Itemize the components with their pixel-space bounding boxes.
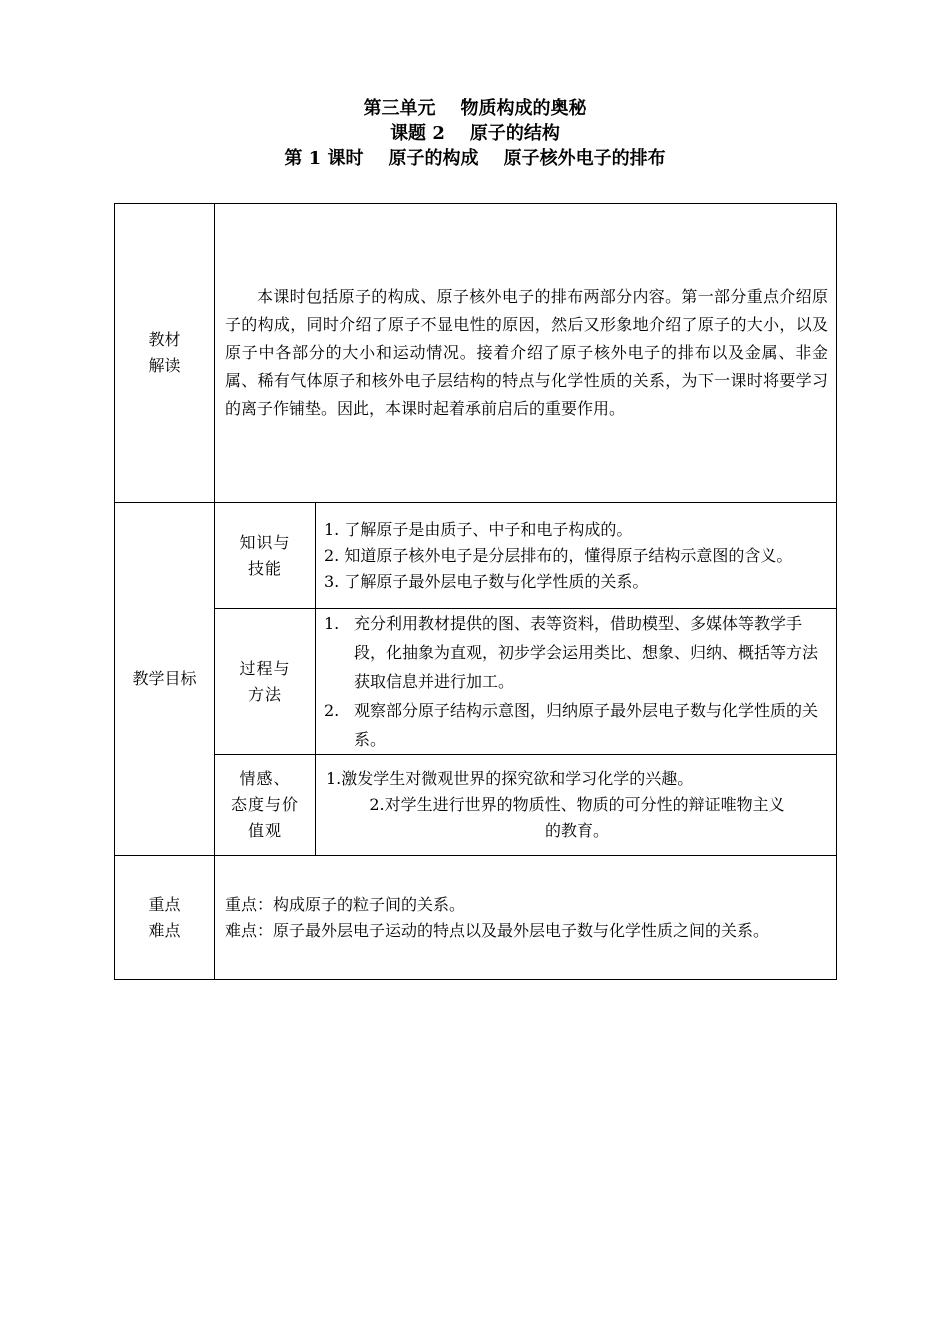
table-row-attitude [115, 755, 837, 856]
process-item-2-text: 观察部分原子结构示意图，归纳原子最外层电子数与化学性质的关系。 [354, 701, 819, 749]
knowledge-item-1: 1. 了解原子是由质子、中子和电子构成的。 [324, 519, 633, 539]
knowledge-item-3: 3. 了解原子最外层电子数与化学性质的关系。 [324, 571, 649, 591]
unit-title: 第三单元 物质构成的奥秘 [363, 98, 587, 119]
textbook-content: 本课时包括原子的构成、原子核外电子的排布两部分内容。第一部分重点介绍原子的构成，同时介绍了原子不显电性的原因，然后又形象地介绍了原子的大小，以及原子中各部分的大小和运动情况。接着介绍了原子核外电子的排布以及金属、非金属、稀有气体原子和核外电子层结构的特点与化学性质的关系，为下一课时将要学习的离子作铺垫。因此，本课时起着承前启后的重要作用。 [225, 287, 829, 418]
process-label-cell [215, 609, 316, 755]
attitude-content-cell [316, 755, 837, 856]
process-label-line2: 方法 [247, 684, 282, 704]
key-points-label-line1: 重点 [148, 894, 181, 914]
process-content-cell [316, 609, 837, 755]
attitude-item-2-line2: 的教育。 [545, 821, 610, 840]
knowledge-item-2: 2. 知道原子核外电子是分层排布的，懂得原子结构示意图的含义。 [324, 545, 793, 565]
textbook-label-line2: 解读 [148, 356, 181, 375]
table-row-knowledge [115, 503, 837, 609]
objectives-label: 教学目标 [115, 503, 215, 856]
table-row-key-points [115, 856, 837, 980]
key-points-label-line2: 难点 [148, 920, 181, 940]
process-item-2 [316, 696, 836, 754]
key-point: 重点：构成原子的粒子间的关系。 [225, 894, 466, 914]
knowledge-label-cell [215, 503, 316, 609]
key-points-content-cell [215, 856, 837, 980]
textbook-label-cell [115, 204, 215, 503]
textbook-label-line1: 教材 [148, 330, 181, 349]
table-row-textbook [115, 204, 837, 503]
attitude-label-line2: 态度与价 [230, 795, 299, 814]
process-item-2-number: 2. [324, 701, 340, 720]
attitude-label-line1: 情感、 [239, 769, 291, 788]
process-item-1 [316, 609, 836, 696]
process-label-line1: 过程与 [239, 658, 291, 678]
knowledge-label-line1: 知识与 [239, 532, 291, 552]
difficult-point: 难点：原子最外层电子运动的特点以及最外层电子数与化学性质之间的关系。 [225, 920, 770, 940]
lesson-title: 第 1 课时 原子的构成 原子核外电子的排布 [284, 148, 666, 169]
document-title-block [0, 96, 950, 171]
lesson-plan-table [114, 203, 837, 980]
topic-title: 课题 2 原子的结构 [390, 123, 560, 144]
table-row-process [115, 609, 837, 755]
knowledge-label-line2: 技能 [247, 558, 282, 578]
attitude-item-1: 1.激发学生对微观世界的探究欲和学习化学的兴趣。 [326, 769, 694, 788]
process-item-1-number: 1. [324, 614, 340, 633]
attitude-item-2-line1: 2.对学生进行世界的物质性、物质的可分性的辩证唯物主义 [369, 795, 785, 814]
key-points-label-cell [115, 856, 215, 980]
knowledge-content-cell [316, 503, 837, 609]
attitude-label-cell [215, 755, 316, 856]
process-item-1-text: 充分利用教材提供的图、表等资料，借助模型、多媒体等教学手段，化抽象为直观，初步学会运用类比、想象、归纳、概括等方法获取信息并进行加工。 [354, 614, 819, 691]
attitude-label-line3: 值观 [247, 821, 282, 840]
textbook-content-cell [215, 204, 837, 503]
